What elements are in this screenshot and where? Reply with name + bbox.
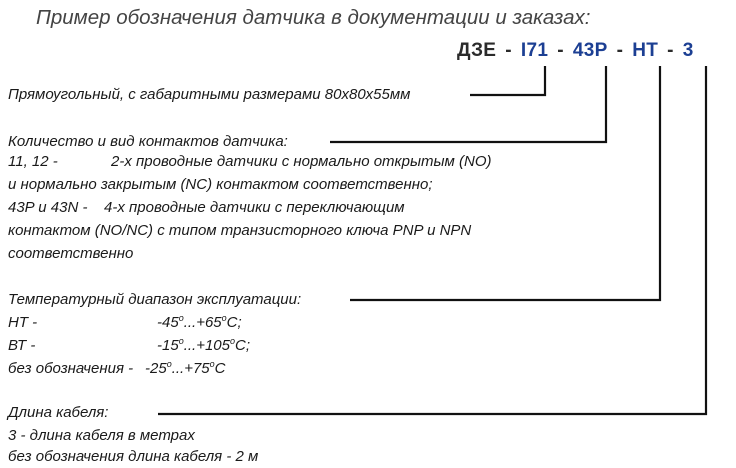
contacts-line-2: и нормально закрытым (NC) контактом соответственно;: [8, 176, 433, 193]
contacts-code-43: 43P и 43N -: [8, 199, 88, 216]
contacts-heading: Количество и вид контактов датчика:: [8, 133, 288, 150]
leader-line-cable: [158, 66, 706, 414]
contacts-line-5: соответственно: [8, 245, 134, 262]
code-part-temperature: НТ: [632, 40, 659, 61]
cable-line-2: без обозначения длина кабеля - 2 м: [8, 448, 259, 465]
temperature-row-value: $-25^o...+75^oC$: [145, 359, 226, 377]
contacts-desc-2wire: 2-х проводные датчики с нормально открытым (NO): [111, 153, 492, 170]
temperature-row-value: $-45^o...+65^oC$;: [157, 313, 242, 331]
code-part-series: ДЗЕ: [457, 40, 497, 61]
temperature-row-label: без обозначения -: [8, 360, 134, 377]
page-title: Пример обозначения датчика в документации и заказах:: [36, 6, 591, 29]
cable-heading: Длина кабеля:: [8, 404, 109, 421]
contacts-line-4: контактом (NO/NC) с типом транзисторного ключа PNP и NPN: [8, 222, 472, 239]
cable-line-1: 3 - длина кабеля в метрах: [8, 427, 195, 444]
temperature-heading: Температурный диапазон эксплуатации:: [8, 291, 302, 308]
leader-line-shape: [470, 66, 545, 95]
contacts-desc-4wire: 4-х проводные датчики с переключающим: [104, 199, 405, 216]
code-part-cable: 3: [682, 40, 694, 61]
temperature-row-value: $-15^o...+105^oC$;: [157, 336, 251, 354]
code-separator: -: [505, 40, 512, 61]
code-part-shape: I71: [520, 40, 549, 61]
temperature-row-label: ВТ -: [8, 337, 36, 354]
contacts-code-11-12: 11, 12 -: [8, 153, 58, 170]
code-separator: -: [667, 40, 674, 61]
code-separator: -: [557, 40, 564, 61]
shape-description: Прямоугольный, с габаритными размерами 80х80х55мм: [8, 86, 411, 103]
leader-line-contacts: [330, 66, 606, 142]
code-separator: -: [616, 40, 624, 61]
code-part-contacts: 43P: [572, 40, 608, 61]
temperature-row-label: НТ -: [8, 314, 38, 331]
